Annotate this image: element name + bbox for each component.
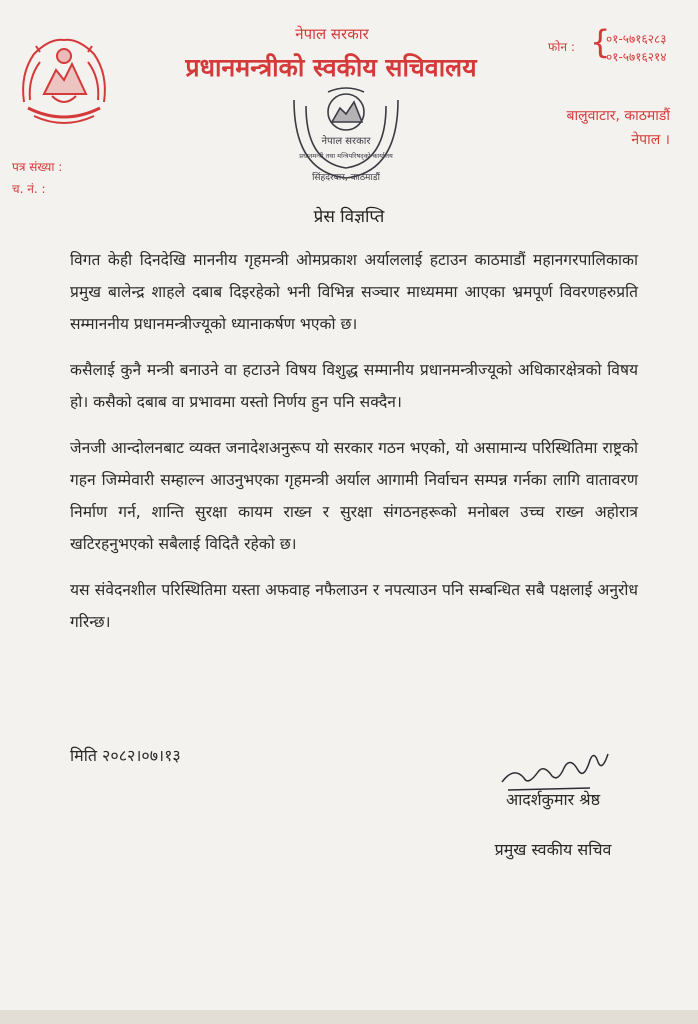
brace-icon: {	[590, 23, 611, 61]
dispatch-number-label: च. नं. :	[12, 182, 46, 196]
letter-number-label: पत्र संख्या :	[12, 160, 63, 174]
body-paragraph: यस संवेदनशील परिस्थितिमा यस्ता अफवाह नफैलाउन र नपत्याउन पनि सम्बन्धित सबै पक्षलाई अनुरोध गरिन्छ।	[70, 581, 638, 631]
body-paragraph: कसैलाई कुनै मन्त्री बनाउने वा हटाउने विषय विशुद्ध सम्मानीय प्रधानमन्त्रीज्यूको अधिकारक्षेत्रको विषय हो। कसैको दबाब वा प्रभावमा यस्तो निर्णय हुन पनि सक्दैन।	[70, 361, 638, 411]
office-title: प्रधानमन्त्रीको स्वकीय सचिवालय	[185, 53, 477, 82]
office-address	[500, 104, 670, 152]
nepal-emblem-icon	[14, 34, 114, 129]
document-body	[70, 244, 638, 652]
phone-block	[548, 23, 688, 70]
phone-label: फोन :	[548, 40, 575, 54]
seal-bottom-text: सिंहदरबार, काठमाडौं	[312, 173, 380, 183]
phone-number: ०१-५७१६२१४	[606, 50, 667, 64]
document-date: मिति २०८२।०७।१३	[70, 746, 181, 765]
page-bottom-edge	[0, 1010, 698, 1024]
seal-top-text: नेपाल सरकार	[321, 136, 371, 147]
address-line: बालुवाटार, काठमाडौं	[566, 108, 670, 124]
signatory-title: प्रमुख स्वकीय सचिव	[494, 840, 612, 859]
reference-fields	[12, 156, 62, 200]
document-title: प्रेस विज्ञप्ति	[313, 207, 385, 227]
seal-ring-text: प्रधानमन्त्री तथा मन्त्रिपरिषद्को कार्यालय	[299, 152, 393, 160]
phone-number: ०१-५७१६२८३	[606, 32, 667, 46]
office-seal	[284, 82, 408, 184]
body-paragraph: जेनजी आन्दोलनबाट व्यक्त जनादेशअनुरूप यो सरकार गठन भएको, यो असामान्य परिस्थितिमा राष्ट्रको गहन जिम्मेवारी सम्हाल्न आउनुभएका गृहमन्त्री अर्याल आगामी निर्वाचन सम्पन्न गर्नका लागि वातावरण निर्माण गर्न, शान्ति सुरक्षा कायम राख्न र सुरक्षा संगठनहरूको मनोबल उच्च राख्न अहोरात्र खटिरहनुभएको सबैलाई विदितै रहेको छ।	[70, 439, 638, 553]
body-paragraph: विगत केही दिनदेखि माननीय गृहमन्त्री ओमप्रकाश अर्याललाई हटाउन काठमाडौं महानगरपालिकाका प्रमुख बालेन्द्र शाहले दबाब दिइरहेको भनी विभिन्न सञ्चार माध्यममा आएका भ्रमपूर्ण विवरणहरुप्रति सम्माननीय प्रधानमन्त्रीज्यूको ध्यानाकर्षण भएको छ।	[70, 251, 638, 333]
signatory-name: आदर्शकुमार श्रेष्ठ	[505, 790, 601, 809]
address-line: नेपाल ।	[631, 132, 670, 148]
government-name: नेपाल सरकार	[295, 25, 369, 43]
